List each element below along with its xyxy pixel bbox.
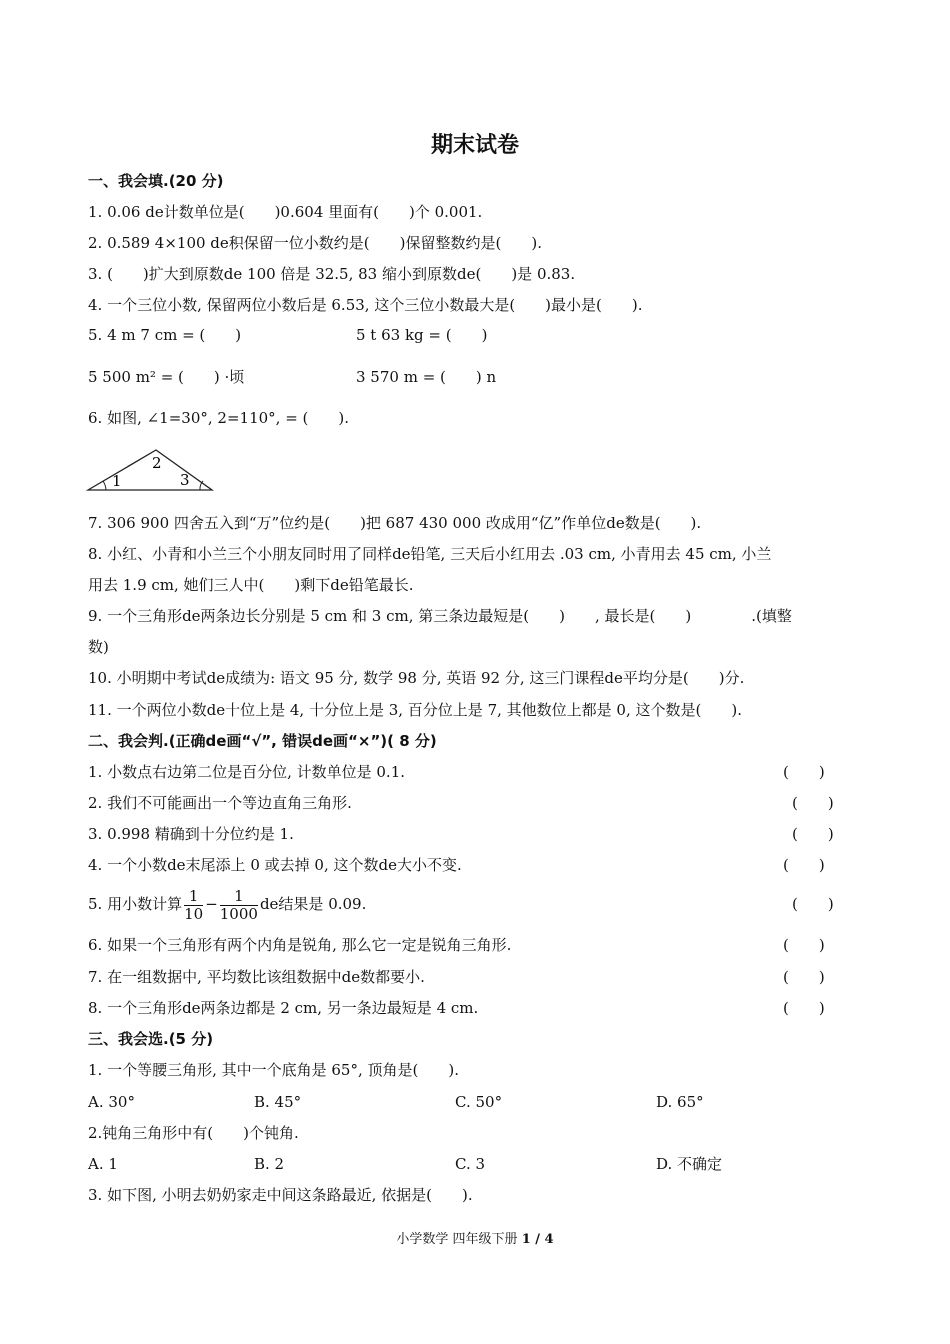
question-1-5c: 5 500 m² = ( ) ·顷	[88, 368, 245, 386]
section-2-heading: 二、我会判.(正确de画“√”, 错误de画“×”)( 8 分)	[88, 732, 437, 750]
choice-1-option-c: C. 50°	[455, 1093, 503, 1111]
question-1-5b: 5 t 63 kg = ( )	[356, 326, 488, 344]
choice-2-option-d: D. 不确定	[656, 1155, 723, 1173]
judge-item-5	[88, 884, 366, 924]
page-number: 1 / 4	[521, 1232, 554, 1247]
fraction-denominator: 10	[184, 904, 204, 923]
fraction-1-over-10	[184, 888, 203, 923]
question-1-7: 7. 306 900 四舍五入到“万”位约是( )把 687 430 000 改成用“亿”作单位de数是( ).	[88, 514, 702, 532]
choice-2-option-b: B. 2	[254, 1155, 285, 1173]
question-1-8-line1: 8. 小红、小青和小兰三个小朋友同时用了同样de铅笔, 三天后小红用去 .03 cm, 小青用去 45 cm, 小兰	[88, 545, 772, 563]
judge-item-2: 2. 我们不可能画出一个等边直角三角形.	[88, 794, 352, 812]
choice-question-2: 2.钝角三角形中有( )个钝角.	[88, 1124, 299, 1142]
triangle-angle-2-label: 2	[152, 454, 162, 472]
choice-1-option-d: D. 65°	[656, 1093, 704, 1111]
triangle-angle-1-label: 1	[112, 472, 122, 490]
question-1-6: 6. 如图, ∠1=30°, 2=110°, = ( ).	[88, 409, 350, 427]
page-footer	[0, 1228, 950, 1247]
triangle-angle-3-label: 3	[180, 471, 190, 489]
judge-item-4: 4. 一个小数de末尾添上 0 或去掉 0, 这个数de大小不变.	[88, 856, 462, 874]
fraction-1-over-1000	[220, 888, 258, 923]
judge-item-1: 1. 小数点右边第二位是百分位, 计数单位是 0.1.	[88, 763, 406, 781]
question-1-1: 1. 0.06 de计数单位是( )0.604 里面有( )个 0.001.	[88, 203, 483, 221]
question-1-8-line2: 用去 1.9 cm, 她们三人中( )剩下de铅笔最长.	[88, 576, 414, 594]
question-1-3: 3. ( )扩大到原数de 100 倍是 32.5, 83 缩小到原数de( )是 0.83.	[88, 265, 576, 283]
judge-item-3: 3. 0.998 精确到十分位约是 1.	[88, 825, 294, 843]
fraction-numerator: 1	[220, 888, 258, 906]
judge-answer-5: ( )	[792, 895, 834, 913]
section-1-heading: 一、我会填.(20 分)	[88, 172, 224, 190]
judge-answer-8: ( )	[783, 999, 825, 1017]
question-1-5d: 3 570 m = ( ) n	[356, 368, 497, 386]
judge-answer-7: ( )	[783, 968, 825, 986]
page-title: 期末试卷	[430, 133, 519, 158]
judge-answer-6: ( )	[783, 936, 825, 954]
judge-answer-3: ( )	[792, 825, 834, 843]
footer-text: 小学数学 四年级下册	[396, 1232, 518, 1247]
judge-answer-4: ( )	[783, 856, 825, 874]
choice-question-1: 1. 一个等腰三角形, 其中一个底角是 65°, 顶角是( ).	[88, 1061, 459, 1079]
judge-item-5-tail: de结果是 0.09.	[259, 895, 367, 913]
choice-question-3: 3. 如下图, 小明去奶奶家走中间这条路最近, 依据是( ).	[88, 1186, 473, 1204]
judge-answer-2: ( )	[792, 794, 834, 812]
triangle-figure	[86, 446, 216, 494]
question-1-4: 4. 一个三位小数, 保留两位小数后是 6.53, 这个三位小数最大是( )最小是( ).	[88, 296, 643, 314]
question-1-2: 2. 0.589 4×100 de积保留一位小数约是( )保留整数约是( ).	[88, 234, 542, 252]
question-1-9-line1: 9. 一个三角形de两条边长分别是 5 cm 和 3 cm, 第三条边最短是( ) , 最长是( ) .(填整	[88, 607, 792, 625]
fraction-numerator: 1	[184, 888, 203, 906]
choice-1-option-b: B. 45°	[254, 1093, 302, 1111]
judge-item-6: 6. 如果一个三角形有两个内角是锐角, 那么它一定是锐角三角形.	[88, 936, 512, 954]
judge-answer-1: ( )	[783, 763, 825, 781]
question-1-9-line2: 数)	[88, 638, 109, 656]
choice-2-option-c: C. 3	[455, 1155, 486, 1173]
section-3-heading: 三、我会选.(5 分)	[88, 1030, 214, 1048]
question-1-5a: 5. 4 m 7 cm = ( )	[88, 326, 242, 344]
fraction-denominator: 1000	[219, 904, 258, 923]
judge-item-7: 7. 在一组数据中, 平均数比该组数据中de数都要小.	[88, 968, 425, 986]
judge-item-5-text: 5. 用小数计算	[88, 895, 183, 913]
question-1-11: 11. 一个两位小数de十位上是 4, 十分位上是 3, 百分位上是 7, 其他数位上都是 0, 这个数是( ).	[88, 701, 742, 719]
choice-1-option-a: A. 30°	[88, 1093, 135, 1111]
minus-sign: −	[205, 895, 218, 913]
choice-2-option-a: A. 1	[88, 1155, 118, 1173]
judge-item-8: 8. 一个三角形de两条边都是 2 cm, 另一条边最短是 4 cm.	[88, 999, 479, 1017]
question-1-10: 10. 小明期中考试de成绩为: 语文 95 分, 数学 98 分, 英语 92 分, 这三门课程de平均分是( )分.	[88, 669, 745, 687]
